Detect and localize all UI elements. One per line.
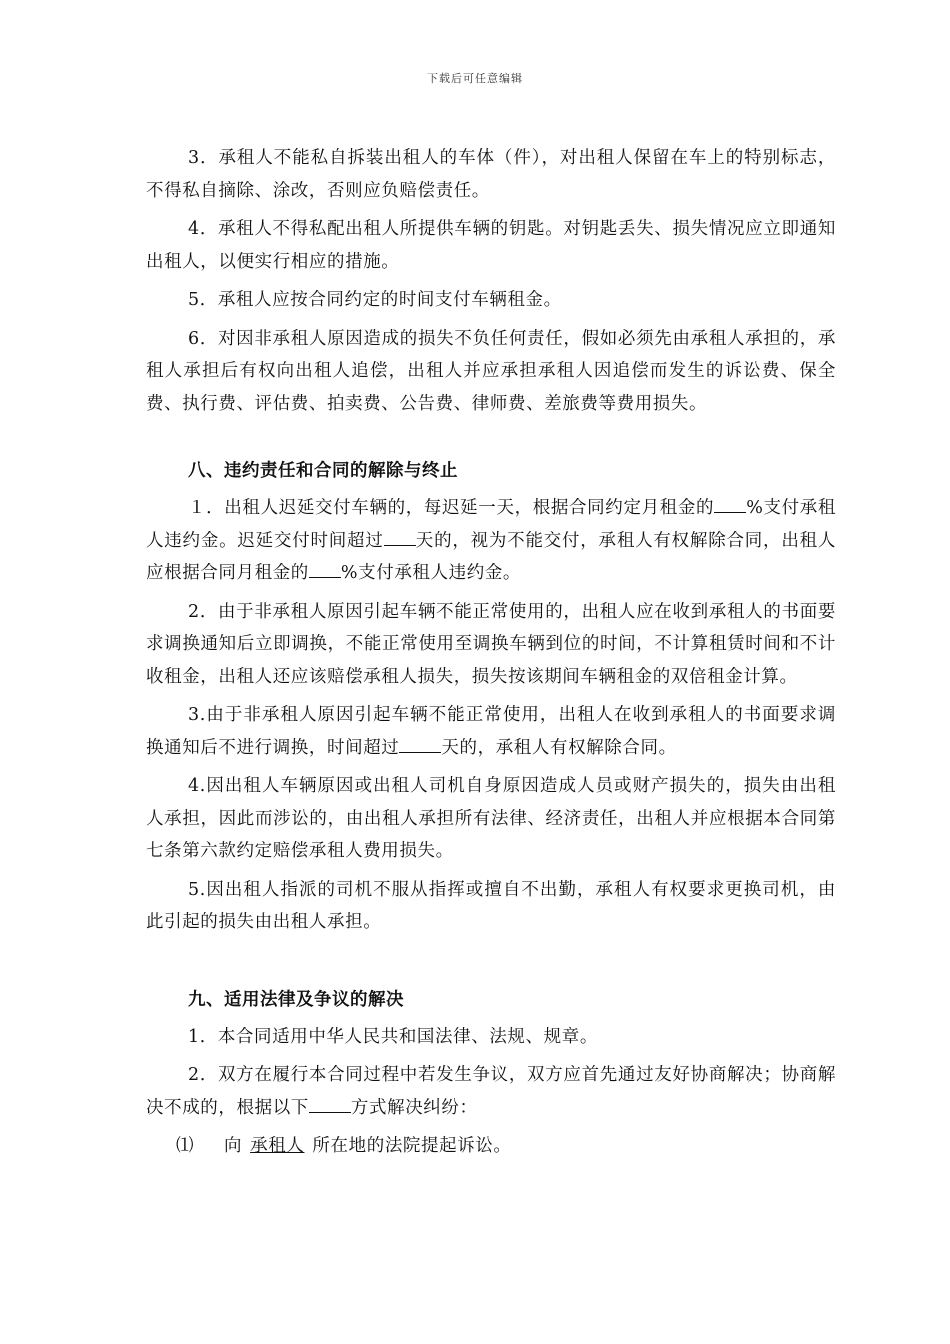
blank-field [309,1094,351,1113]
clause-8-4: 4.因出租人车辆原因或出租人司机自身原因造成人员或财产损失的，损失由出租人承担，因此而涉讼的，由出租人承担所有法律、经济责任，出租人并应根据本合同第七条第六款约定赔偿承租人费用损失。 [146,776,836,861]
clause-8-1-text-b: %支付承租人违约金。迟延交付时间超过 [146,498,836,551]
clause-8-2: 2．由于非承租人原因引起车辆不能正常使用的，出租人应在收到承租人的书面要求调换通知后立即调换，不能正常使用至调换车辆到位的时间，不计算租赁时间和不计收租金，出租人还应该赔偿承租人损失，损失按该期间车辆租金的双倍租金计算。 [146,601,836,687]
clause-8-5: 5.因出租人指派的司机不服从指挥或擅自不出勤，承租人有权要求更换司机，由此引起的损失由出租人承担。 [146,879,836,932]
clause-8-1 [146,492,836,590]
page-header: 下载后可任意编辑 [427,72,523,85]
clause-9-1: 1．本合同适用中华人民共和国法律、法规、规章。 [188,1026,598,1047]
blank-field [714,494,746,513]
section-8-title: 八、违约责任和合同的解除与终止 [188,461,458,481]
clause-8-1-text-a: １．出租人迟延交付车辆的，每迟延一天，根据合同约定月租金的 [188,498,715,518]
option-underlined-party: 承租人 [250,1136,305,1156]
clause-9-2 [146,1059,836,1124]
clause-7-5: 5．承租人应按合同约定的时间支付车辆租金。 [188,290,562,310]
blank-field [309,559,341,578]
option-text-b: 所在地的法院提起诉讼。 [312,1136,512,1156]
clause-7-6: 6．对因非承租人原因造成的损失不负任何责任，假如必须先由承租人承担的，承租人承担后有权向出租人追偿，出租人并应承担承租人因追偿而发生的诉讼费、保全费、执行费、评估费、拍卖费、公告费、律师费、差旅费等费用损失。 [146,328,836,414]
clause-8-1-text-d: %支付承租人违约金。 [340,563,522,583]
clause-8-3-text-a: 3.由于非承租人原因引起车辆不能正常使用，出租人在收到承租人的书面要求调换通知后不进行调换，时间超过 [146,705,836,758]
clause-7-3: 3．承租人不能私自拆装出租人的车体（件），对出租人保留在车上的特别标志，不得私自摘除、涂改，否则应负赔偿责任。 [146,148,836,201]
section-9-title: 九、适用法律及争议的解决 [188,989,404,1010]
dispute-option-1 [146,1130,836,1162]
list-marker: ⑴ [176,1136,195,1156]
option-text-a: 向 [224,1136,243,1156]
clause-9-2-text-a: 2．双方在履行本合同过程中若发生争议，双方应首先通过友好协商解决；协商解决不成的，根据以下 [146,1065,836,1118]
clause-8-3-text-b: 天的，承租人有权解除合同。 [441,737,677,758]
clause-8-3 [146,699,836,764]
blank-field [384,527,416,546]
clause-9-2-text-b: 方式解决纠纷： [350,1097,478,1118]
clause-7-4: 4．承租人不得私配出租人所提供车辆的钥匙。对钥匙丢失、损失情况应立即通知出租人，以便实行相应的措施。 [146,219,836,272]
clause-8-1-text-c: 天的，视为不能交付，承租人有权解除合同，出租人应根据合同月租金的 [146,530,836,583]
blank-field [399,734,441,753]
document-body [146,142,836,1162]
